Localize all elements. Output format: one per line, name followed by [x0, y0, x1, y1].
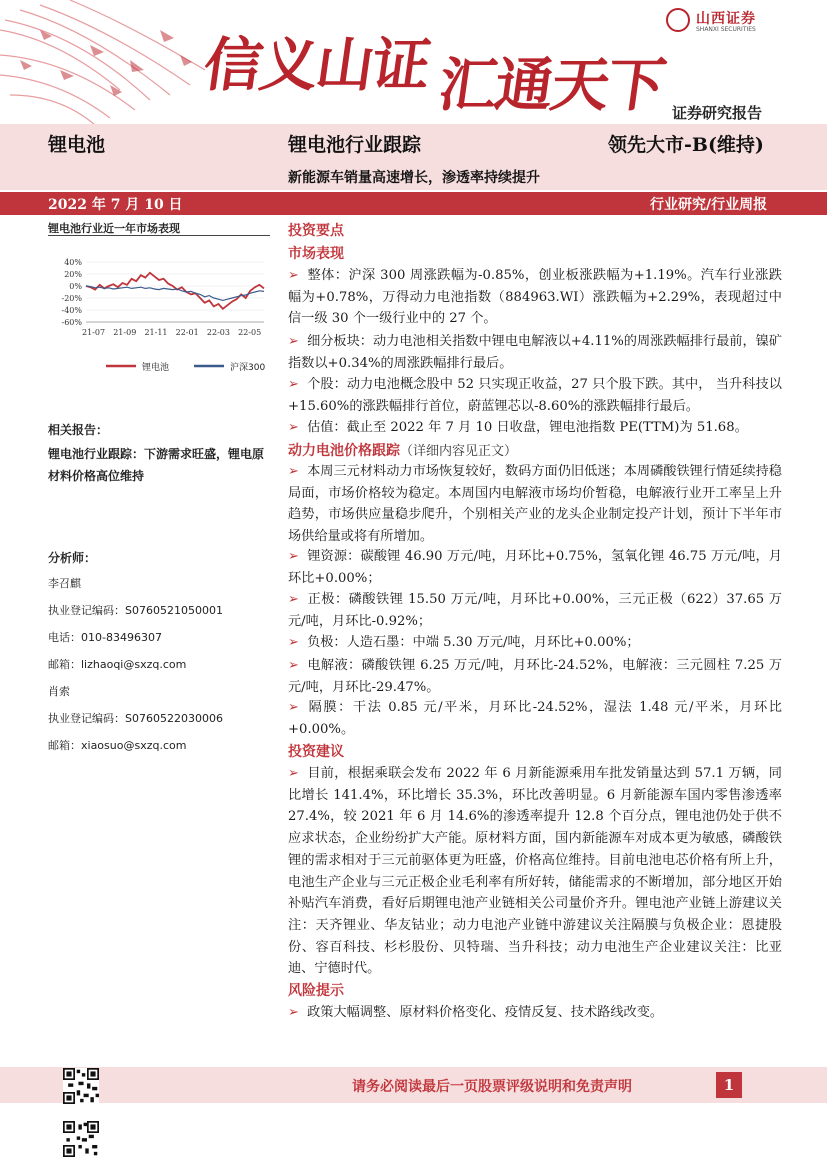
paragraph-separator: ➢ 隔膜：干法 0.85 元/平米，月环比-24.52%，湿法 1.48 元/平米，月环比+0.00%。 — [288, 700, 782, 737]
paragraph-stocks: ➢ 个股：动力电池概念股中 52 只实现正收益，27 只个股下跌。其中， 当升科技以+15.60%的涨跌幅排行首位，蔚蓝锂芯以-8.60%的涨跌幅排行最后。 — [288, 377, 782, 414]
x-tick-label: 21-07 — [82, 328, 106, 337]
analyst-reg: 执业登记编码：S0760522030006 — [48, 712, 223, 725]
qr-code-icon[interactable] — [63, 1121, 99, 1157]
analyst-title: 分析师： — [48, 551, 97, 565]
paragraph-risk: ➢ 政策大幅调整、原材料价格变化、疫情反复、技术路线改变。 — [288, 1005, 664, 1020]
x-tick-label: 22-01 — [175, 328, 199, 337]
related-reports-title: 相关报告： — [48, 423, 109, 437]
analyst-email[interactable]: 邮箱：xiaosuo@sxzq.com — [48, 739, 187, 752]
slogan-part1: 信义山证 — [199, 31, 434, 99]
report-series: 锂电池行业跟踪 — [288, 134, 422, 156]
bullet-icon: ➢ — [288, 766, 300, 781]
section-market-performance: 市场表现 — [288, 246, 344, 262]
bullet-icon: ➢ — [288, 334, 300, 349]
paragraph-segments: ➢ 细分板块：动力电池相关指数中锂电电解液以+4.11%的周涨跌幅排行最前，镍矿指数以+0.34%的周涨跌幅排行最后。 — [288, 334, 783, 371]
paragraph-lithium: ➢ 锂资源：碳酸锂 46.90 万元/吨，月环比+0.75%，氢氧化锂 46.75 万元/吨，月环比+0.00%； — [288, 549, 782, 586]
market-performance-chart — [48, 240, 270, 380]
bullet-icon: ➢ — [288, 464, 300, 479]
bullet-icon: ➢ — [288, 420, 300, 435]
section-investment-highlights: 投资要点 — [288, 223, 344, 239]
chart-title: 锂电池行业近一年市场表现 — [48, 222, 180, 235]
paragraph-advice: ➢ 目前，根据乘联会发布 2022 年 6 月新能源乘用车批发销量达到 57.1 万辆，同比增长 141.4%，环比增长 35.3%，环比改善明显。6 月新能源车国内零售渗透率 27.4%，较 2021 年 6 月 14.6%的渗透率提升 12.8 个百分点，锂电池仍处于供不应求状态，企业纷纷扩大产能。原材料方面，国内新能源车对成本更为敏感，磷酸铁锂的需求相对于三元前驱体更为旺盛，价格高位维持。目前电池电芯价格有所上升，电池生产企业与三元正极企业毛利率有所好转，储能需求的不断增加，部分地区开始补贴汽车消费，看好后期锂电池产业链相关公司量价齐升。锂电池产业链上游建议关注：天齐锂业、华友钴业；动力电池产业链中游建议关注隔膜与负极企业：恩捷股份、容百科技、杉杉股份、贝特瑞、当升科技；动力电池生产企业建议关注：比亚迪、宁德时代。 — [288, 766, 782, 977]
qr-code-icon[interactable] — [63, 1068, 99, 1104]
paragraph-overall: ➢ 整体：沪深 300 周涨跌幅为-0.85%，创业板涨跌幅为+1.19%。汽车行业涨跌幅为+0.78%，万得动力电池指数（884963.WI）涨跌幅为+2.29%，表现超过中信一级 30 个一级行业中的 27 个。 — [288, 268, 782, 327]
bullet-icon: ➢ — [288, 268, 300, 283]
slogan-part2: 汇通天下 — [434, 51, 669, 119]
x-tick-label: 21-09 — [113, 328, 137, 337]
report-type: 证券研究报告 — [672, 104, 763, 122]
bullet-icon: ➢ — [288, 592, 300, 607]
legend-label: 锂电池 — [142, 363, 170, 373]
bullet-icon: ➢ — [288, 635, 300, 650]
paragraph-valuation: ➢ 估值：截止至 2022 年 7 月 10 日收盘，锂电池指数 PE(TTM)为 51.68。 — [288, 420, 748, 435]
analyst-name: 李召麒 — [48, 577, 81, 590]
y-tick-label: -40% — [61, 306, 82, 315]
industry-name: 锂电池 — [48, 134, 106, 156]
paragraph-cathode: ➢ 正极：磷酸铁锂 15.50 万元/吨，月环比+0.00%，三元正极（622）37.65 万元/吨，月环比-0.92%； — [288, 592, 782, 629]
analyst-email[interactable]: 邮箱：lizhaoqi@sxzq.com — [48, 658, 187, 671]
page-number: 1 — [716, 1072, 742, 1098]
y-tick-label: 40% — [64, 258, 82, 267]
x-tick-label: 21-11 — [144, 328, 168, 337]
page-header — [0, 0, 827, 128]
analyst-name: 肖索 — [48, 685, 70, 698]
bullet-icon: ➢ — [288, 549, 300, 564]
logo-emblem-icon — [666, 8, 690, 32]
paragraph-anode: ➢ 负极：人造石墨：中端 5.30 万元/吨，月环比+0.00%； — [288, 635, 640, 650]
y-tick-label: 0% — [69, 282, 82, 291]
bullet-icon: ➢ — [288, 1005, 300, 1020]
bullet-icon: ➢ — [288, 700, 300, 715]
company-logo — [666, 8, 796, 38]
logo-cn-text: 山西证券 — [696, 11, 756, 27]
industry-rating: 领先大市-B(维持) — [608, 134, 764, 156]
x-tick-label: 22-05 — [238, 328, 262, 337]
chart-title-rule — [48, 235, 270, 236]
section-price-tracking: 动力电池价格跟踪（详细内容见正文） — [288, 443, 518, 459]
footer-disclaimer: 请务必阅读最后一页股票评级说明和免责声明 — [352, 1079, 632, 1095]
logo-en-text: SHANXI SECURITIES — [696, 26, 756, 33]
paragraph-electrolyte: ➢ 电解液：磷酸铁锂 6.25 万元/吨，月环比-24.52%，电解液：三元圆柱 7.25 万元/吨，月环比-29.47%。 — [288, 658, 782, 695]
analyst-phone: 电话：010-83496307 — [48, 631, 162, 644]
analyst-reg: 执业登记编码：S0760521050001 — [48, 604, 223, 617]
bullet-icon: ➢ — [288, 658, 300, 673]
paragraph-price-summary: ➢ 本周三元材料动力市场恢复较好，数码方面仍旧低迷；本周磷酸铁锂行情延续持稳局面，市场价格较为稳定。本周国内电解液市场均价暂稳，电解液行业开工率呈上升趋势，市场供应量稳步爬升，个别相关产业的龙头企业制定投产计划，预计下半年市场供给量或将有所增加。 — [288, 464, 782, 545]
report-category: 行业研究/行业周报 — [650, 197, 768, 213]
section-investment-advice: 投资建议 — [288, 744, 344, 760]
y-tick-label: -60% — [61, 318, 82, 327]
report-date: 2022 年 7 月 10 日 — [48, 197, 183, 213]
legend-label: 沪深300 — [230, 363, 266, 373]
bullet-icon: ➢ — [288, 377, 300, 392]
y-tick-label: 20% — [64, 270, 82, 279]
y-tick-label: -20% — [61, 294, 82, 303]
section-risk: 风险提示 — [288, 983, 344, 999]
report-subtitle: 新能源车销量高速增长，渗透率持续提升 — [288, 170, 540, 186]
x-tick-label: 22-03 — [206, 328, 230, 337]
series-line-lithium — [86, 273, 264, 309]
related-report-item[interactable]: 锂电池行业跟踪：下游需求旺盛，锂电原材料价格高位维持 — [48, 447, 265, 483]
